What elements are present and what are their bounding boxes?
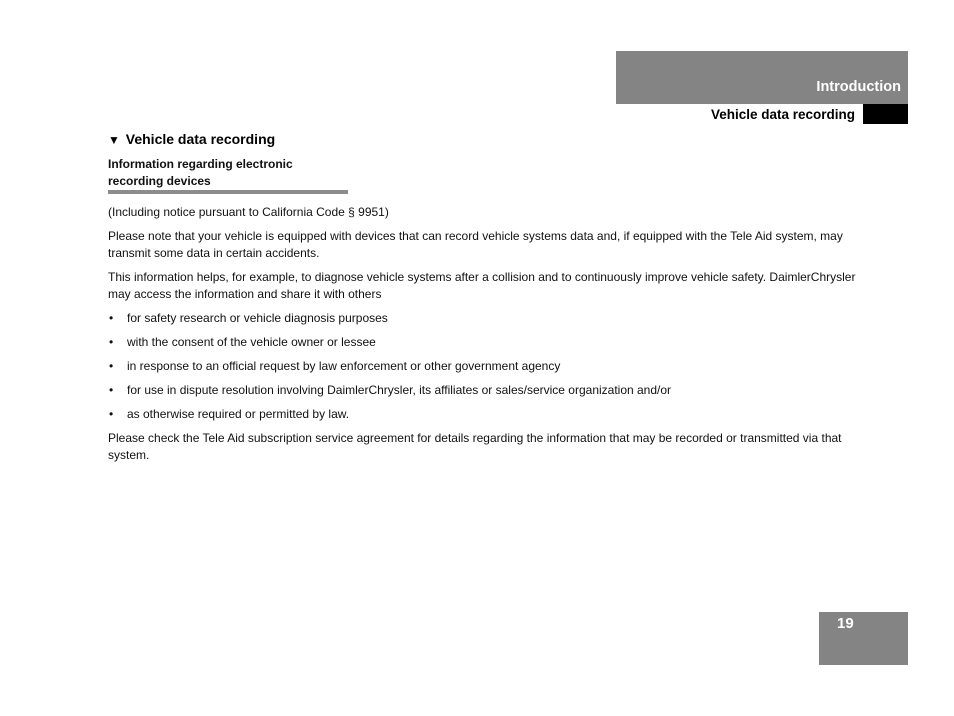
section-marker-bar	[863, 104, 908, 124]
subheading-line: Information regarding electronic	[108, 157, 293, 171]
page-heading	[108, 131, 275, 147]
list-item: • in response to an official request by law enforcement or other government agency	[108, 358, 858, 375]
triangle-down-icon: ▼	[108, 133, 120, 147]
list-item: • for safety research or vehicle diagnosis purposes	[108, 310, 858, 327]
subheading-line: recording devices	[108, 174, 211, 188]
list-item: • for use in dispute resolution involving DaimlerChrysler, its affiliates or sales/service organization and/or	[108, 382, 858, 399]
body-content	[108, 204, 858, 471]
page-number-tab	[819, 612, 908, 665]
chapter-tab	[616, 51, 908, 104]
notice-paragraph: (Including notice pursuant to California Code § 9951)	[108, 205, 389, 219]
paragraph: Please note that your vehicle is equipped with devices that can record vehicle systems data and, if equipped with the Tele Aid system, may transmit some data in certain accidents.	[108, 229, 843, 260]
subheading-rule	[108, 190, 348, 194]
page-number: 19	[837, 615, 854, 632]
paragraph: This information helps, for example, to diagnose vehicle systems after a collision and to continuously improve vehicle safety. DaimlerChrysler may access the information and share it with others	[108, 270, 856, 301]
section-title: Vehicle data recording	[710, 107, 855, 122]
page-heading-text: Vehicle data recording	[125, 131, 276, 147]
list-item: • with the consent of the vehicle owner or lessee	[108, 334, 858, 351]
chapter-title: Introduction	[816, 79, 901, 95]
paragraph: Please check the Tele Aid subscription service agreement for details regarding the information that may be recorded or transmitted via that system.	[108, 431, 842, 462]
section-header	[616, 104, 908, 124]
list-item: • as otherwise required or permitted by law.	[108, 406, 858, 423]
subheading	[108, 156, 348, 190]
bullet-list	[108, 310, 858, 423]
